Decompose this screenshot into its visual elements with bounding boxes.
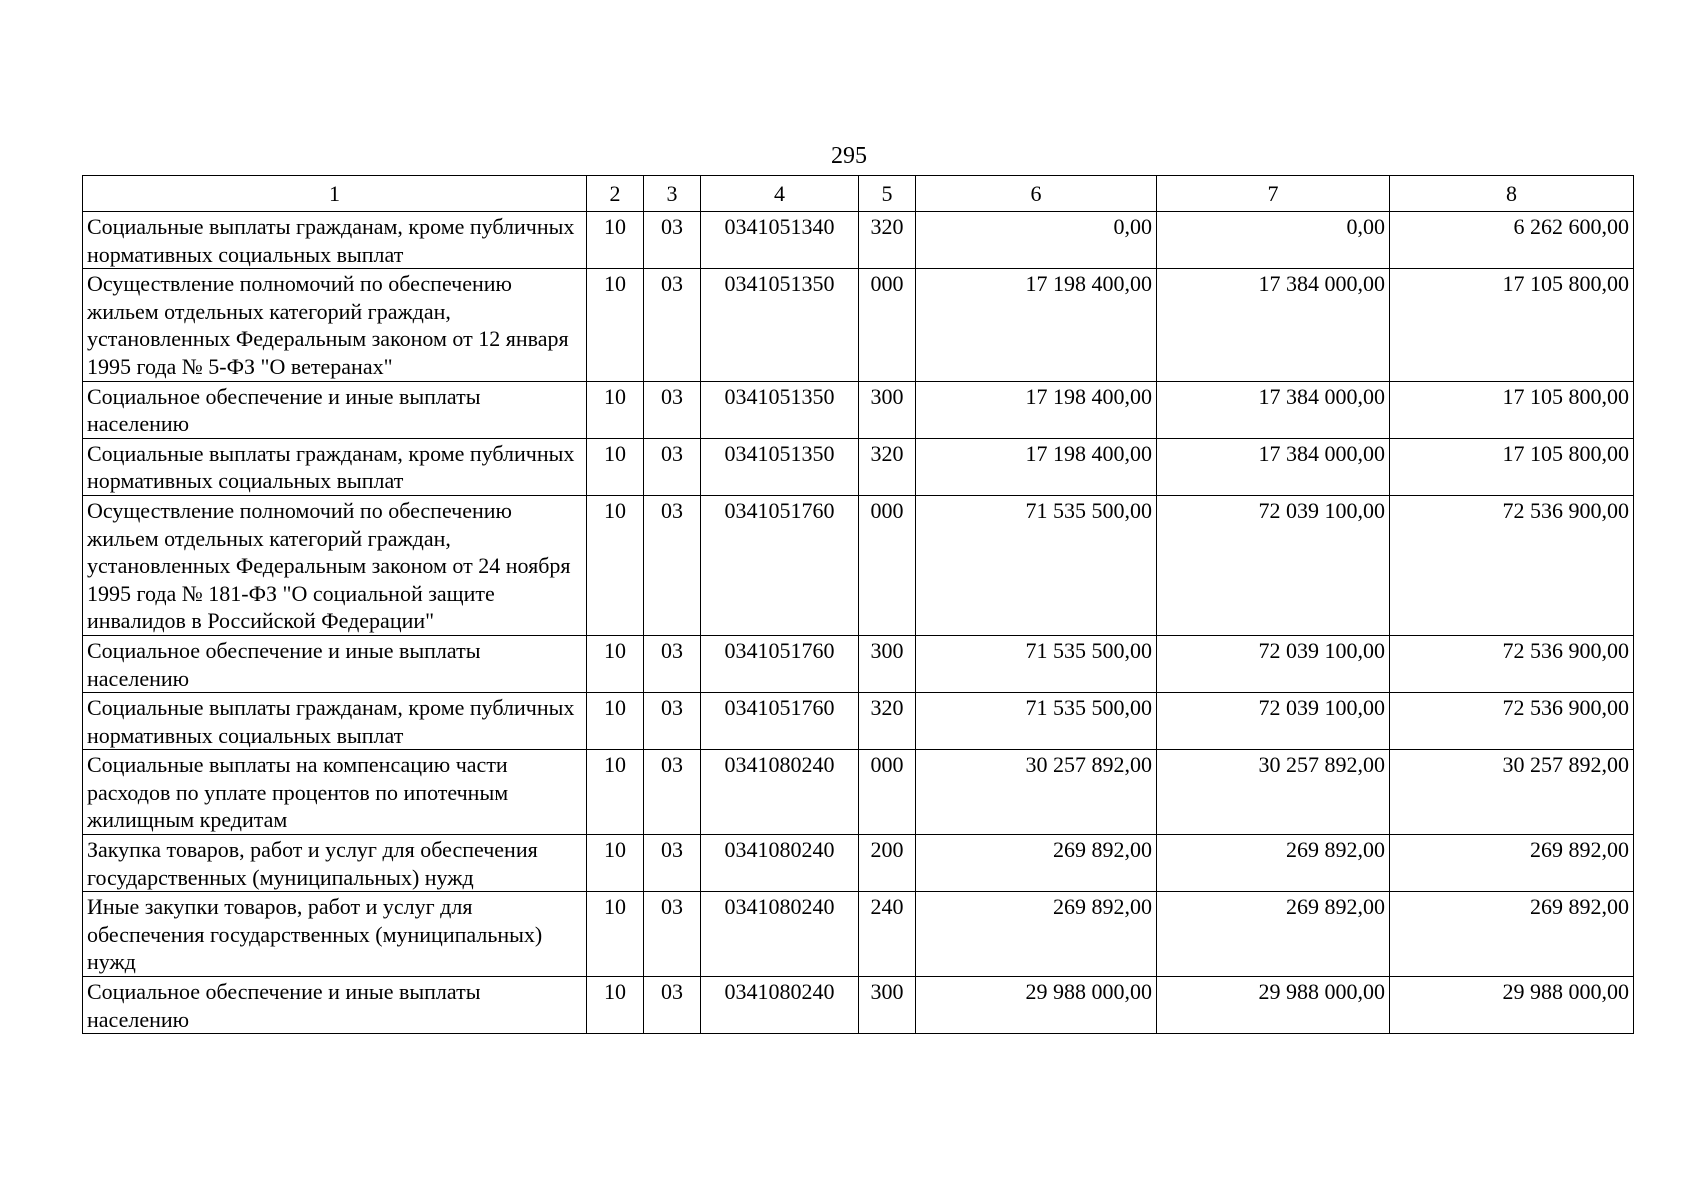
- row-amount-col7: 72 039 100,00: [1157, 495, 1390, 635]
- row-amount-col6: 71 535 500,00: [916, 693, 1157, 750]
- row-amount-col7: 269 892,00: [1157, 835, 1390, 892]
- row-target-article: 0341080240: [701, 835, 859, 892]
- row-section: 10: [587, 835, 644, 892]
- row-amount-col8: 17 105 800,00: [1390, 269, 1634, 381]
- table-row: [83, 495, 1634, 635]
- row-amount-col8: 17 105 800,00: [1390, 438, 1634, 495]
- row-amount-col7: 30 257 892,00: [1157, 750, 1390, 835]
- row-target-article: 0341051350: [701, 269, 859, 381]
- row-name: Социальное обеспечение и иные выплаты населению: [83, 977, 587, 1034]
- row-target-article: 0341051340: [701, 212, 859, 269]
- row-expense-type: 000: [859, 750, 916, 835]
- row-amount-col8: 17 105 800,00: [1390, 381, 1634, 438]
- column-header: 8: [1390, 176, 1634, 212]
- row-target-article: 0341080240: [701, 977, 859, 1034]
- row-subsection: 03: [644, 495, 701, 635]
- row-section: 10: [587, 750, 644, 835]
- row-section: 10: [587, 495, 644, 635]
- row-target-article: 0341051760: [701, 635, 859, 692]
- column-header: 1: [83, 176, 587, 212]
- table-row: [83, 750, 1634, 835]
- row-subsection: 03: [644, 438, 701, 495]
- table-row: [83, 892, 1634, 977]
- row-name: Социальные выплаты гражданам, кроме публичных нормативных социальных выплат: [83, 438, 587, 495]
- row-subsection: 03: [644, 635, 701, 692]
- row-target-article: 0341051760: [701, 693, 859, 750]
- table-row: [83, 635, 1634, 692]
- row-amount-col8: 72 536 900,00: [1390, 495, 1634, 635]
- row-subsection: 03: [644, 212, 701, 269]
- row-target-article: 0341080240: [701, 750, 859, 835]
- row-amount-col7: 0,00: [1157, 212, 1390, 269]
- row-target-article: 0341080240: [701, 892, 859, 977]
- row-subsection: 03: [644, 693, 701, 750]
- row-section: 10: [587, 381, 644, 438]
- row-amount-col7: 17 384 000,00: [1157, 269, 1390, 381]
- row-section: 10: [587, 892, 644, 977]
- row-amount-col6: 29 988 000,00: [916, 977, 1157, 1034]
- row-expense-type: 000: [859, 495, 916, 635]
- row-expense-type: 320: [859, 693, 916, 750]
- row-section: 10: [587, 977, 644, 1034]
- row-expense-type: 300: [859, 977, 916, 1034]
- row-amount-col7: 17 384 000,00: [1157, 381, 1390, 438]
- row-expense-type: 300: [859, 635, 916, 692]
- row-amount-col6: 17 198 400,00: [916, 269, 1157, 381]
- row-subsection: 03: [644, 835, 701, 892]
- row-amount-col8: 30 257 892,00: [1390, 750, 1634, 835]
- row-name: Закупка товаров, работ и услуг для обеспечения государственных (муниципальных) нужд: [83, 835, 587, 892]
- table-row: [83, 835, 1634, 892]
- row-name: Социальные выплаты на компенсацию части расходов по уплате процентов по ипотечным жилищным кредитам: [83, 750, 587, 835]
- row-name: Иные закупки товаров, работ и услуг для обеспечения государственных (муниципальных) нужд: [83, 892, 587, 977]
- row-name: Осуществление полномочий по обеспечению жильем отдельных категорий граждан, установленных Федеральным законом от 24 ноября 1995 года № 181-ФЗ "О социальной защите инвалидов в Российской Федерации": [83, 495, 587, 635]
- row-amount-col6: 269 892,00: [916, 835, 1157, 892]
- row-name: Социальное обеспечение и иные выплаты населению: [83, 635, 587, 692]
- table-row: [83, 693, 1634, 750]
- row-name: Социальные выплаты гражданам, кроме публичных нормативных социальных выплат: [83, 693, 587, 750]
- row-amount-col8: 72 536 900,00: [1390, 635, 1634, 692]
- row-subsection: 03: [644, 381, 701, 438]
- row-amount-col6: 269 892,00: [916, 892, 1157, 977]
- row-subsection: 03: [644, 892, 701, 977]
- column-header: 2: [587, 176, 644, 212]
- row-expense-type: 320: [859, 212, 916, 269]
- row-amount-col8: 269 892,00: [1390, 835, 1634, 892]
- row-target-article: 0341051760: [701, 495, 859, 635]
- column-header: 6: [916, 176, 1157, 212]
- row-amount-col8: 72 536 900,00: [1390, 693, 1634, 750]
- table-row: [83, 212, 1634, 269]
- table-row: [83, 977, 1634, 1034]
- column-header: 7: [1157, 176, 1390, 212]
- row-expense-type: 200: [859, 835, 916, 892]
- row-subsection: 03: [644, 750, 701, 835]
- row-name: Осуществление полномочий по обеспечению жильем отдельных категорий граждан, установленных Федеральным законом от 12 января 1995 года № 5-ФЗ "О ветеранах": [83, 269, 587, 381]
- row-target-article: 0341051350: [701, 381, 859, 438]
- table-row: [83, 269, 1634, 381]
- column-header: 4: [701, 176, 859, 212]
- row-section: 10: [587, 212, 644, 269]
- row-section: 10: [587, 693, 644, 750]
- row-amount-col7: 72 039 100,00: [1157, 635, 1390, 692]
- row-section: 10: [587, 635, 644, 692]
- page-number: 295: [831, 143, 867, 169]
- table-row: [83, 381, 1634, 438]
- row-amount-col6: 30 257 892,00: [916, 750, 1157, 835]
- row-amount-col6: 71 535 500,00: [916, 495, 1157, 635]
- row-amount-col8: 6 262 600,00: [1390, 212, 1634, 269]
- row-amount-col8: 29 988 000,00: [1390, 977, 1634, 1034]
- column-header: 3: [644, 176, 701, 212]
- column-header: 5: [859, 176, 916, 212]
- header-row: [83, 176, 1634, 212]
- row-amount-col7: 29 988 000,00: [1157, 977, 1390, 1034]
- row-name: Социальные выплаты гражданам, кроме публичных нормативных социальных выплат: [83, 212, 587, 269]
- row-amount-col7: 72 039 100,00: [1157, 693, 1390, 750]
- row-expense-type: 240: [859, 892, 916, 977]
- row-name: Социальное обеспечение и иные выплаты населению: [83, 381, 587, 438]
- row-amount-col7: 17 384 000,00: [1157, 438, 1390, 495]
- row-expense-type: 320: [859, 438, 916, 495]
- row-subsection: 03: [644, 977, 701, 1034]
- row-amount-col6: 71 535 500,00: [916, 635, 1157, 692]
- row-target-article: 0341051350: [701, 438, 859, 495]
- row-amount-col6: 17 198 400,00: [916, 381, 1157, 438]
- row-amount-col7: 269 892,00: [1157, 892, 1390, 977]
- row-section: 10: [587, 269, 644, 381]
- budget-table: [82, 175, 1634, 1034]
- row-amount-col6: 17 198 400,00: [916, 438, 1157, 495]
- row-subsection: 03: [644, 269, 701, 381]
- row-section: 10: [587, 438, 644, 495]
- row-expense-type: 000: [859, 269, 916, 381]
- row-amount-col6: 0,00: [916, 212, 1157, 269]
- table-row: [83, 438, 1634, 495]
- row-amount-col8: 269 892,00: [1390, 892, 1634, 977]
- row-expense-type: 300: [859, 381, 916, 438]
